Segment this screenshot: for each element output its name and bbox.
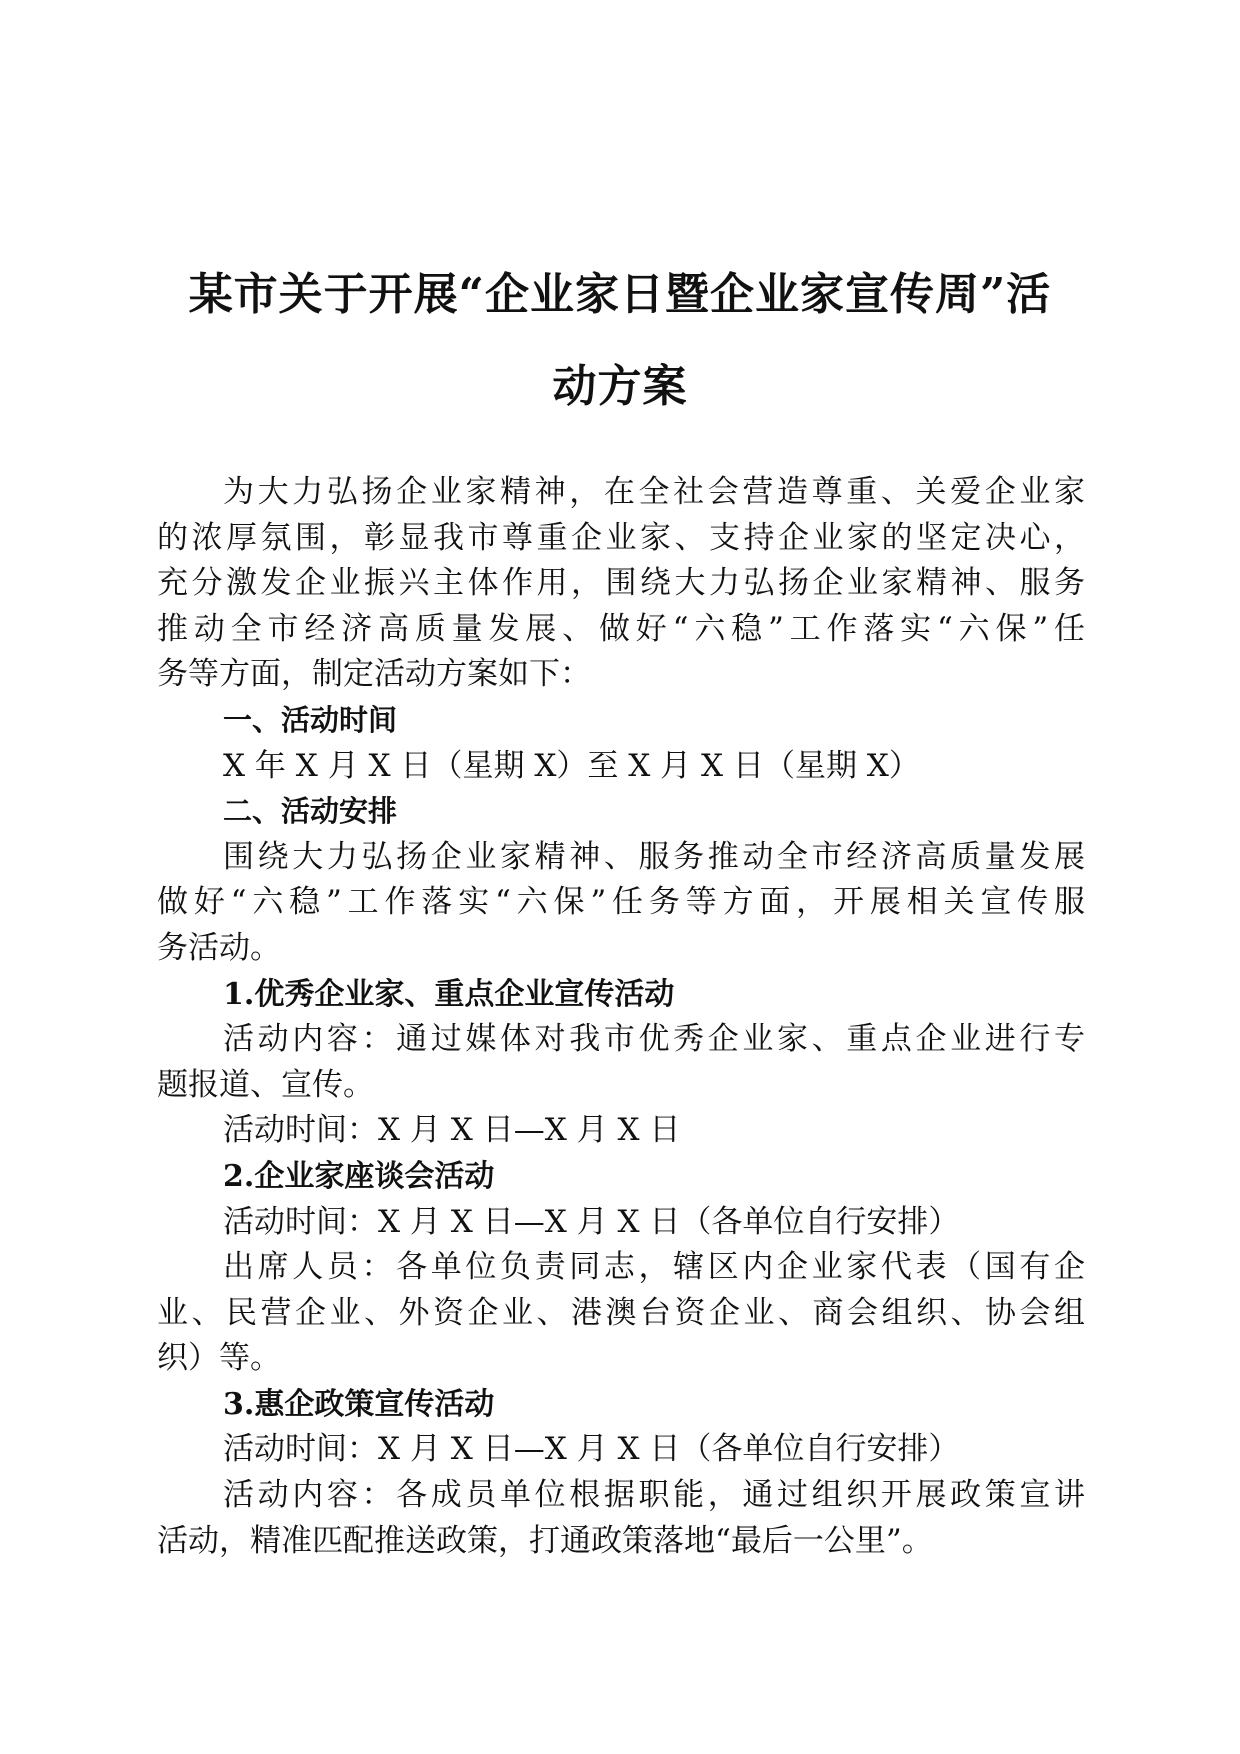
- body-text-line: 务等方面，制定活动方案如下：: [157, 656, 591, 693]
- body-text-line: 的浓厚氛围，彰显我市尊重企业家、支持企业家的坚定决心，: [157, 519, 1085, 556]
- body-text-line: 做好“六稳”工作落实“六保”任务等方面，开展相关宣传服: [157, 884, 1085, 921]
- body-text-line: 出席人员：各单位负责同志，辖区内企业家代表（国有企: [223, 1249, 1085, 1286]
- document-title-line-2: 动方案: [552, 361, 688, 412]
- document-title-line-1: 某市关于开展“企业家日暨企业家宣传周”活: [188, 269, 1052, 320]
- body-text-line: 活动时间：X 月 X 日—X 月 X 日: [223, 1112, 681, 1149]
- subsection-heading: 3.惠企政策宣传活动: [223, 1386, 495, 1422]
- body-text-line: 围绕大力弘扬企业家精神、服务推动全市经济高质量发展: [223, 838, 1085, 875]
- body-text-line: 活动时间：X 月 X 日—X 月 X 日（各单位自行安排）: [223, 1203, 960, 1240]
- body-text-line: 题报道、宣传。: [157, 1066, 374, 1103]
- subsection-heading: 2.企业家座谈会活动: [223, 1158, 495, 1194]
- body-text-line: 织）等。: [157, 1340, 281, 1377]
- body-text-line: 活动时间：X 月 X 日—X 月 X 日（各单位自行安排）: [223, 1431, 960, 1468]
- body-text-line: 务活动。: [157, 929, 281, 966]
- body-text-line: 活动，精准匹配推送政策，打通政策落地“最后一公里”。: [157, 1522, 933, 1559]
- body-text-line: 活动内容：各成员单位根据职能，通过组织开展政策宣讲: [223, 1477, 1085, 1514]
- body-text-line: 业、民营企业、外资企业、港澳台资企业、商会组织、协会组: [157, 1294, 1085, 1331]
- subsection-heading: 1.优秀企业家、重点企业宣传活动: [223, 976, 675, 1012]
- section-heading: 一、活动时间: [223, 702, 398, 737]
- body-text-line: X 年 X 月 X 日（星期 X）至 X 月 X 日（星期 X）: [223, 747, 920, 784]
- document-body: [157, 470, 1085, 1564]
- body-text-line: 充分激发企业振兴主体作用，围绕大力弘扬企业家精神、服务: [157, 565, 1085, 602]
- body-text-line: 推动全市经济高质量发展、做好“六稳”工作落实“六保”任: [157, 610, 1085, 647]
- body-text-line: 为大力弘扬企业家精神，在全社会营造尊重、关爱企业家: [223, 474, 1085, 510]
- section-heading: 二、活动安排: [223, 794, 398, 829]
- body-text-line: 活动内容：通过媒体对我市优秀企业家、重点企业进行专: [223, 1021, 1085, 1058]
